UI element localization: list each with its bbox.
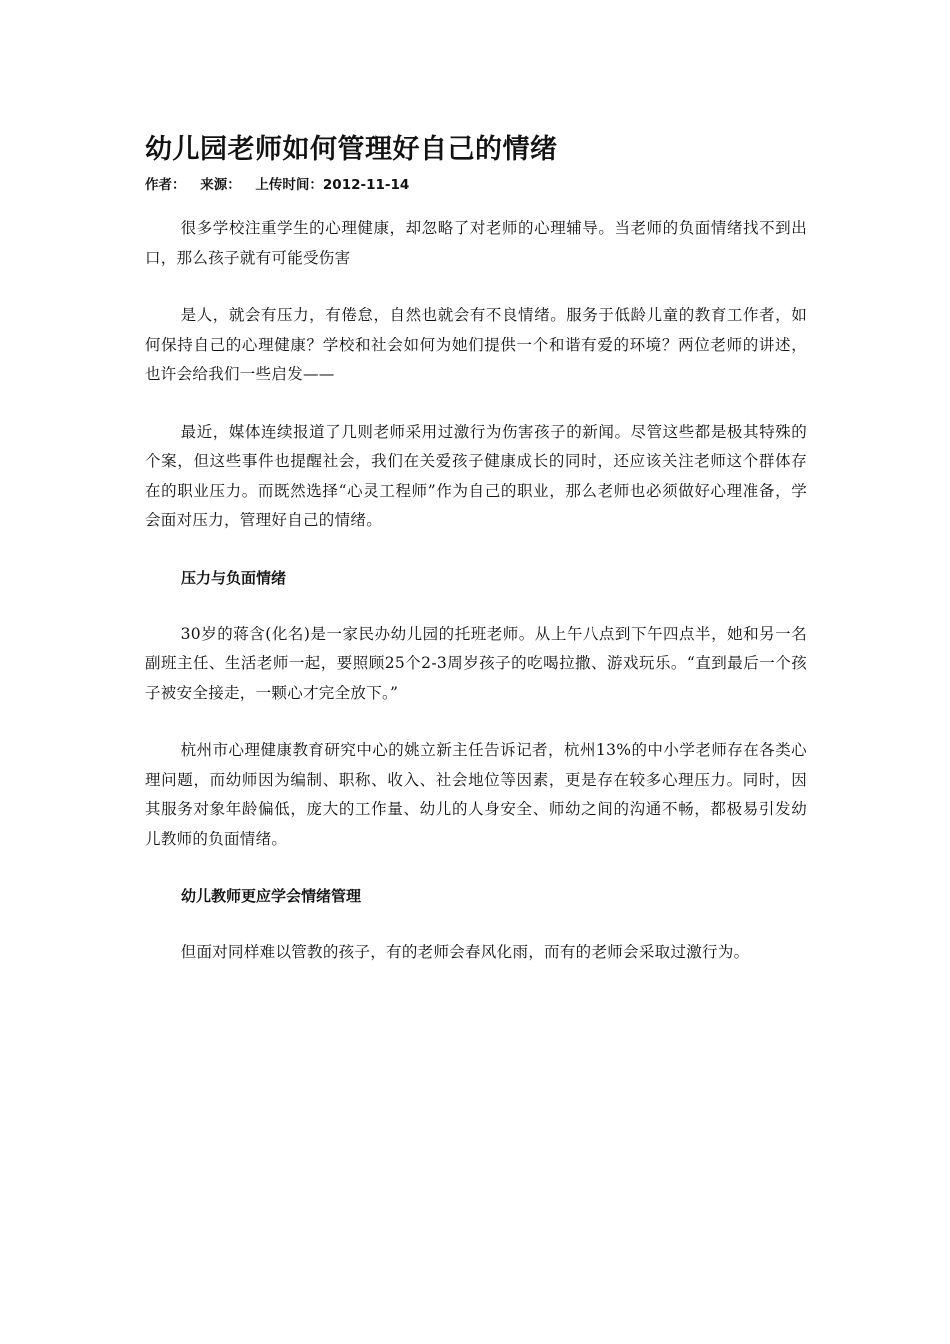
paragraph: 很多学校注重学生的心理健康，却忽略了对老师的心理辅导。当老师的负面情绪找不到出口，那么孩子就有可能受伤害 (145, 219, 807, 267)
paragraph: 最近，媒体连续报道了几则老师采用过激行为伤害孩子的新闻。尽管这些都是极其特殊的个案，但这些事件也提醒社会，我们在关爱孩子健康成长的同时，还应该关注老师这个群体存在的职业压力。而既然选择“心灵工程师”作为自己的职业，那么老师也必须做好心理准备，学会面对压力，管理好自己的情绪。 (145, 422, 807, 529)
paragraph: 但面对同样难以管教的孩子，有的老师会春风化雨，而有的老师会采取过激行为。 (180, 943, 750, 961)
author-label: 作者： (145, 177, 186, 193)
source-label: 来源： (200, 177, 241, 193)
paragraph: 是人，就会有压力，有倦怠，自然也就会有不良情绪。服务于低龄儿童的教育工作者，如何保持自己的心理健康？学校和社会如何为她们提供一个和谐有爱的环境？两位老师的讲述，也许会给我们一些启发—— (145, 306, 807, 383)
article-meta (145, 172, 807, 198)
section-heading: 幼儿教师更应学会情绪管理 (181, 887, 362, 905)
article-title: 幼儿园老师如何管理好自己的情绪 (145, 134, 558, 165)
paragraph: 30岁的蒋含(化名)是一家民办幼儿园的托班老师。从上午八点到下午四点半，她和另一名副班主任、生活老师一起，要照顾25个2-3周岁孩子的吃喝拉撒、游戏玩乐。“直到最后一个孩子被安全接走，一颗心才完全放下。” (145, 624, 807, 702)
document-page (145, 128, 807, 996)
upload-time: 上传时间：2012-11-14 (255, 177, 410, 193)
paragraph: 杭州市心理健康教育研究中心的姚立新主任告诉记者，杭州13%的中小学老师存在各类心理问题，而幼师因为编制、职称、收入、社会地位等因素，更是存在较多心理压力。同时，因其服务对象年龄偏低，庞大的工作量、幼儿的人身安全、师幼之间的沟通不畅，都极易引发幼儿教师的负面情绪。 (145, 741, 807, 848)
section-heading: 压力与负面情绪 (181, 568, 287, 587)
